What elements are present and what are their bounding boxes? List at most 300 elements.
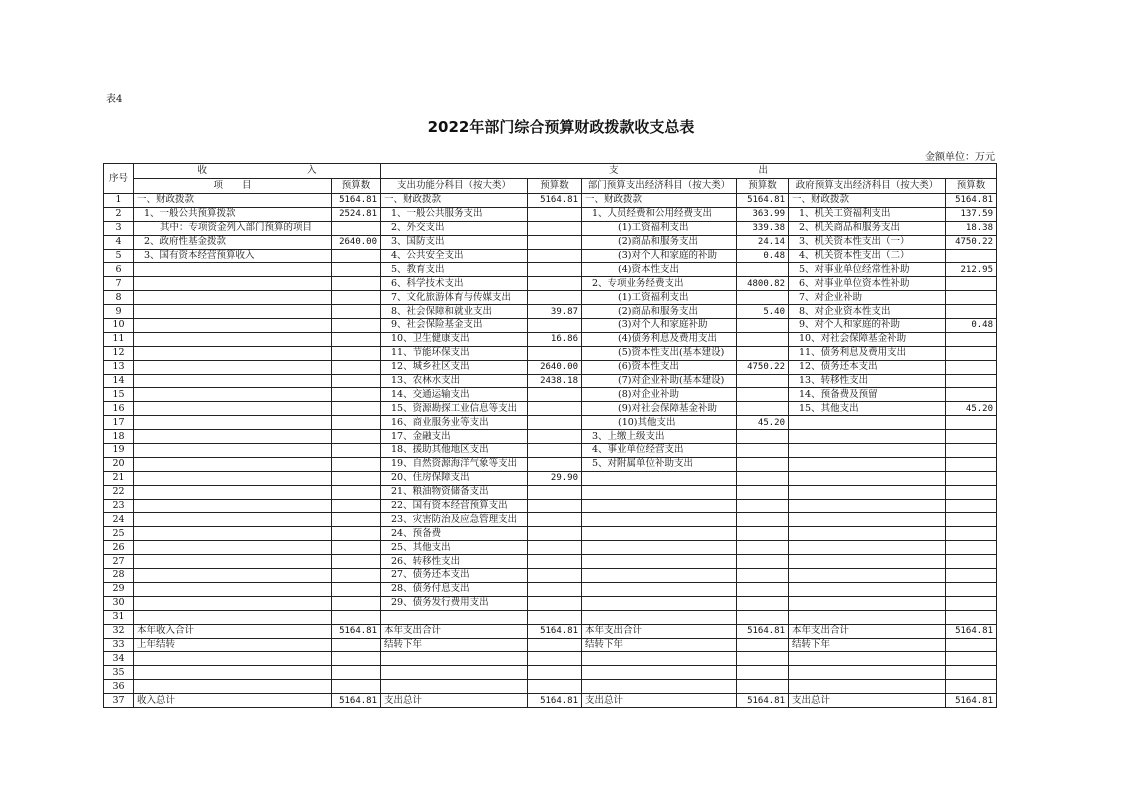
table-row <box>104 416 997 430</box>
cell-func-budget <box>528 207 582 221</box>
cell-gov-item <box>789 513 946 527</box>
cell-income-budget <box>332 319 381 333</box>
cell-dept-item: (4)债务利息及费用支出 <box>582 332 737 346</box>
table-row <box>104 346 997 360</box>
table-row <box>104 582 997 596</box>
cell-dept-budget <box>737 374 789 388</box>
cell-gov-budget <box>946 291 997 305</box>
cell-dept-budget: 4750.22 <box>737 360 789 374</box>
cell-income-item <box>134 416 332 430</box>
cell-income-budget <box>332 680 381 694</box>
cell-dept-item: (3)对个人和家庭补助 <box>582 319 737 333</box>
cell-func-budget <box>528 457 582 471</box>
cell-gov-item <box>789 666 946 680</box>
cell-gov-budget <box>946 527 997 541</box>
cell-gov-item <box>789 499 946 513</box>
table-row <box>104 221 997 235</box>
cell-dept-budget <box>737 402 789 416</box>
cell-dept-item <box>582 666 737 680</box>
cell-income-budget <box>332 346 381 360</box>
cell-func-budget <box>528 569 582 583</box>
cell-gov-item: 14、预备费及预留 <box>789 388 946 402</box>
cell-gov-budget <box>946 457 997 471</box>
cell-income-item <box>134 277 332 291</box>
cell-gov-item <box>789 541 946 555</box>
cell-gov-budget <box>946 666 997 680</box>
table-row <box>104 291 997 305</box>
cell-dept-item: (10)其他支出 <box>582 416 737 430</box>
cell-func-item: 23、灾害防治及应急管理支出 <box>381 513 528 527</box>
table-row <box>104 624 997 638</box>
cell-gov-item: 7、对企业补助 <box>789 291 946 305</box>
cell-gov-item: 11、债务利息及费用支出 <box>789 346 946 360</box>
cell-gov-budget <box>946 569 997 583</box>
cell-income-budget <box>332 305 381 319</box>
cell-income-item <box>134 485 332 499</box>
cell-income-item <box>134 666 332 680</box>
cell-gov-item <box>789 527 946 541</box>
cell-gov-budget <box>946 471 997 485</box>
cell-seq: 22 <box>104 485 134 499</box>
sheet-label: 表4 <box>106 94 123 105</box>
cell-income-item <box>134 680 332 694</box>
cell-seq: 33 <box>104 638 134 652</box>
cell-seq: 5 <box>104 249 134 263</box>
cell-dept-item: 5、对附属单位补助支出 <box>582 457 737 471</box>
cell-gov-item: 4、机关资本性支出（二） <box>789 249 946 263</box>
cell-dept-item: 支出总计 <box>582 694 737 708</box>
cell-dept-budget <box>737 666 789 680</box>
cell-income-budget <box>332 430 381 444</box>
cell-func-item: 5、教育支出 <box>381 263 528 277</box>
header-budget-func: 预算数 <box>528 179 582 194</box>
cell-dept-budget <box>737 499 789 513</box>
cell-dept-item <box>582 527 737 541</box>
cell-dept-item: (9)对社会保障基金补助 <box>582 402 737 416</box>
cell-dept-budget: 339.38 <box>737 221 789 235</box>
cell-func-budget <box>528 319 582 333</box>
cell-gov-item: 2、机关商品和服务支出 <box>789 221 946 235</box>
cell-income-budget <box>332 332 381 346</box>
cell-gov-budget: 5164.81 <box>946 194 997 208</box>
cell-func-budget <box>528 263 582 277</box>
cell-dept-item: 3、上缴上级支出 <box>582 430 737 444</box>
cell-income-item: 1、一般公共预算拨款 <box>134 207 332 221</box>
cell-income-item <box>134 652 332 666</box>
cell-func-budget <box>528 346 582 360</box>
cell-func-budget <box>528 596 582 610</box>
cell-dept-item: (2)商品和服务支出 <box>582 235 737 249</box>
cell-func-budget: 5164.81 <box>528 194 582 208</box>
cell-func-budget <box>528 680 582 694</box>
cell-gov-budget <box>946 499 997 513</box>
cell-gov-item: 6、对事业单位资本性补助 <box>789 277 946 291</box>
cell-seq: 30 <box>104 596 134 610</box>
cell-func-item <box>381 680 528 694</box>
cell-gov-budget <box>946 444 997 458</box>
header-seq: 序号 <box>104 164 134 194</box>
cell-income-budget: 5164.81 <box>332 194 381 208</box>
cell-func-budget <box>528 416 582 430</box>
cell-income-budget <box>332 555 381 569</box>
cell-gov-item: 15、其他支出 <box>789 402 946 416</box>
header-expense-group <box>381 164 997 179</box>
table-row <box>104 305 997 319</box>
cell-dept-budget <box>737 332 789 346</box>
header-income-char-2: 入 <box>307 165 317 176</box>
cell-dept-item <box>582 596 737 610</box>
cell-dept-budget <box>737 541 789 555</box>
cell-seq: 3 <box>104 221 134 235</box>
cell-func-item: 6、科学技术支出 <box>381 277 528 291</box>
cell-dept-budget <box>737 485 789 499</box>
cell-func-item: 20、住房保障支出 <box>381 471 528 485</box>
cell-seq: 36 <box>104 680 134 694</box>
cell-seq: 31 <box>104 610 134 624</box>
cell-dept-item: (1)工资福利支出 <box>582 221 737 235</box>
header-row-group <box>104 164 997 179</box>
cell-income-item <box>134 305 332 319</box>
header-row-columns <box>104 179 997 194</box>
cell-func-item: 一、财政拨款 <box>381 194 528 208</box>
cell-income-item <box>134 499 332 513</box>
table-row <box>104 499 997 513</box>
cell-income-budget <box>332 541 381 555</box>
cell-dept-budget: 5164.81 <box>737 624 789 638</box>
cell-income-item <box>134 402 332 416</box>
cell-func-budget: 5164.81 <box>528 624 582 638</box>
table-row <box>104 194 997 208</box>
cell-gov-budget <box>946 541 997 555</box>
cell-func-item: 18、援助其他地区支出 <box>381 444 528 458</box>
table-row <box>104 263 997 277</box>
cell-gov-budget: 212.95 <box>946 263 997 277</box>
cell-dept-budget <box>737 319 789 333</box>
cell-dept-item: (8)对企业补助 <box>582 388 737 402</box>
cell-dept-budget: 0.48 <box>737 249 789 263</box>
cell-seq: 9 <box>104 305 134 319</box>
cell-seq: 4 <box>104 235 134 249</box>
cell-income-budget <box>332 444 381 458</box>
cell-income-budget <box>332 513 381 527</box>
cell-seq: 28 <box>104 569 134 583</box>
cell-gov-item <box>789 596 946 610</box>
cell-gov-item: 1、机关工资福利支出 <box>789 207 946 221</box>
page-title: 2022年部门综合预算财政拨款收支总表 <box>427 118 695 136</box>
cell-gov-item: 支出总计 <box>789 694 946 708</box>
cell-gov-budget <box>946 652 997 666</box>
cell-func-item: 26、转移性支出 <box>381 555 528 569</box>
cell-income-budget <box>332 485 381 499</box>
cell-dept-budget <box>737 610 789 624</box>
table-row <box>104 235 997 249</box>
cell-income-item <box>134 569 332 583</box>
header-dept-econ: 部门预算支出经济科目（按大类） <box>582 179 737 194</box>
cell-dept-item <box>582 499 737 513</box>
cell-func-item: 19、自然资源海洋气象等支出 <box>381 457 528 471</box>
cell-dept-budget <box>737 291 789 305</box>
cell-func-budget <box>528 444 582 458</box>
header-budget-dept: 预算数 <box>737 179 789 194</box>
cell-income-budget <box>332 499 381 513</box>
table-row <box>104 694 997 708</box>
cell-func-budget: 39.87 <box>528 305 582 319</box>
cell-income-item <box>134 527 332 541</box>
cell-dept-budget: 24.14 <box>737 235 789 249</box>
cell-gov-item: 结转下年 <box>789 638 946 652</box>
cell-dept-budget <box>737 513 789 527</box>
cell-gov-item <box>789 444 946 458</box>
table-row <box>104 638 997 652</box>
cell-dept-budget <box>737 596 789 610</box>
cell-income-budget <box>332 249 381 263</box>
cell-dept-item <box>582 569 737 583</box>
cell-gov-budget <box>946 596 997 610</box>
cell-gov-item <box>789 471 946 485</box>
cell-income-item <box>134 610 332 624</box>
cell-dept-budget <box>737 638 789 652</box>
cell-dept-item <box>582 610 737 624</box>
cell-income-budget <box>332 596 381 610</box>
cell-func-budget <box>528 221 582 235</box>
cell-gov-item: 10、对社会保障基金补助 <box>789 332 946 346</box>
cell-seq: 19 <box>104 444 134 458</box>
cell-dept-budget <box>737 444 789 458</box>
cell-gov-item <box>789 457 946 471</box>
cell-income-budget <box>332 263 381 277</box>
table-row <box>104 444 997 458</box>
cell-dept-budget <box>737 680 789 694</box>
cell-gov-budget <box>946 388 997 402</box>
cell-income-budget <box>332 582 381 596</box>
cell-func-item: 1、一般公共服务支出 <box>381 207 528 221</box>
cell-gov-budget <box>946 249 997 263</box>
cell-dept-budget <box>737 263 789 277</box>
cell-dept-item: 结转下年 <box>582 638 737 652</box>
cell-seq: 6 <box>104 263 134 277</box>
cell-income-budget <box>332 527 381 541</box>
cell-dept-budget <box>737 555 789 569</box>
cell-seq: 21 <box>104 471 134 485</box>
cell-dept-budget: 5.40 <box>737 305 789 319</box>
header-income-char-1: 收 <box>197 165 207 176</box>
cell-income-budget: 2640.00 <box>332 235 381 249</box>
cell-income-item <box>134 555 332 569</box>
cell-dept-budget <box>737 527 789 541</box>
cell-func-budget <box>528 430 582 444</box>
cell-income-item <box>134 263 332 277</box>
cell-seq: 10 <box>104 319 134 333</box>
cell-func-item: 12、城乡社区支出 <box>381 360 528 374</box>
table-row <box>104 610 997 624</box>
cell-gov-budget <box>946 305 997 319</box>
cell-dept-budget <box>737 346 789 360</box>
table-row <box>104 430 997 444</box>
cell-func-item: 11、节能环保支出 <box>381 346 528 360</box>
cell-func-budget: 2640.00 <box>528 360 582 374</box>
table-row <box>104 513 997 527</box>
table-row <box>104 485 997 499</box>
cell-dept-item: (4)资本性支出 <box>582 263 737 277</box>
cell-dept-budget: 363.99 <box>737 207 789 221</box>
cell-func-budget <box>528 513 582 527</box>
cell-seq: 15 <box>104 388 134 402</box>
cell-income-item <box>134 332 332 346</box>
cell-func-budget <box>528 610 582 624</box>
cell-gov-item: 5、对事业单位经常性补助 <box>789 263 946 277</box>
header-budget-income: 预算数 <box>332 179 381 194</box>
cell-dept-item: (7)对企业补助(基本建设) <box>582 374 737 388</box>
cell-income-item: 本年收入合计 <box>134 624 332 638</box>
cell-func-item: 10、卫生健康支出 <box>381 332 528 346</box>
table-row <box>104 569 997 583</box>
cell-gov-budget <box>946 374 997 388</box>
cell-income-budget <box>332 360 381 374</box>
table-row <box>104 402 997 416</box>
header-income-group <box>134 164 381 179</box>
cell-income-budget <box>332 221 381 235</box>
cell-income-item <box>134 430 332 444</box>
cell-income-item <box>134 471 332 485</box>
cell-func-item: 15、资源勘探工业信息等支出 <box>381 402 528 416</box>
cell-func-item: 9、社会保险基金支出 <box>381 319 528 333</box>
cell-income-budget <box>332 402 381 416</box>
cell-dept-budget: 45.20 <box>737 416 789 430</box>
cell-gov-budget <box>946 610 997 624</box>
table-row <box>104 388 997 402</box>
cell-gov-budget: 45.20 <box>946 402 997 416</box>
cell-seq: 35 <box>104 666 134 680</box>
cell-func-item: 25、其他支出 <box>381 541 528 555</box>
cell-func-budget <box>528 582 582 596</box>
cell-income-budget: 5164.81 <box>332 694 381 708</box>
cell-func-budget <box>528 277 582 291</box>
table-row <box>104 360 997 374</box>
cell-func-budget <box>528 638 582 652</box>
table-row <box>104 666 997 680</box>
cell-seq: 23 <box>104 499 134 513</box>
cell-gov-budget <box>946 513 997 527</box>
cell-gov-item <box>789 652 946 666</box>
cell-gov-item <box>789 430 946 444</box>
cell-income-item <box>134 360 332 374</box>
cell-dept-budget: 4800.82 <box>737 277 789 291</box>
cell-func-budget <box>528 499 582 513</box>
cell-dept-item: 一、财政拨款 <box>582 194 737 208</box>
cell-seq: 37 <box>104 694 134 708</box>
cell-income-budget <box>332 569 381 583</box>
cell-gov-budget <box>946 430 997 444</box>
cell-dept-item: (2)商品和服务支出 <box>582 305 737 319</box>
cell-income-budget <box>332 416 381 430</box>
cell-gov-item <box>789 569 946 583</box>
cell-income-budget <box>332 374 381 388</box>
cell-gov-budget <box>946 485 997 499</box>
cell-income-budget <box>332 666 381 680</box>
cell-income-item: 其中：专项资金列入部门预算的项目 <box>134 221 332 235</box>
cell-func-item: 27、债务还本支出 <box>381 569 528 583</box>
cell-income-item <box>134 444 332 458</box>
cell-dept-budget <box>737 582 789 596</box>
cell-func-item: 本年支出合计 <box>381 624 528 638</box>
cell-dept-item <box>582 555 737 569</box>
cell-seq: 11 <box>104 332 134 346</box>
header-func-class: 支出功能分科目（按大类） <box>381 179 528 194</box>
cell-func-item: 7、文化旅游体育与传媒支出 <box>381 291 528 305</box>
cell-income-item <box>134 374 332 388</box>
table-row <box>104 471 997 485</box>
cell-dept-item: 2、专项业务经费支出 <box>582 277 737 291</box>
cell-gov-item: 9、对个人和家庭的补助 <box>789 319 946 333</box>
cell-func-item: 17、金融支出 <box>381 430 528 444</box>
cell-gov-item: 13、转移性支出 <box>789 374 946 388</box>
cell-income-budget: 5164.81 <box>332 624 381 638</box>
cell-gov-item: 3、机关资本性支出（一） <box>789 235 946 249</box>
cell-gov-budget <box>946 277 997 291</box>
cell-func-item: 3、国防支出 <box>381 235 528 249</box>
cell-gov-budget <box>946 346 997 360</box>
table-row <box>104 457 997 471</box>
cell-func-budget <box>528 402 582 416</box>
cell-gov-item: 一、财政拨款 <box>789 194 946 208</box>
cell-func-item: 14、交通运输支出 <box>381 388 528 402</box>
cell-income-budget: 2524.81 <box>332 207 381 221</box>
cell-dept-budget <box>737 569 789 583</box>
cell-income-item <box>134 291 332 305</box>
table-row <box>104 527 997 541</box>
cell-seq: 20 <box>104 457 134 471</box>
table-row <box>104 541 997 555</box>
cell-dept-budget: 5164.81 <box>737 194 789 208</box>
cell-gov-budget <box>946 582 997 596</box>
cell-gov-budget: 5164.81 <box>946 624 997 638</box>
cell-func-item: 28、债务付息支出 <box>381 582 528 596</box>
cell-func-budget <box>528 666 582 680</box>
cell-func-budget <box>528 541 582 555</box>
header-expense-char-2: 出 <box>758 165 769 176</box>
cell-dept-item <box>582 485 737 499</box>
table-row <box>104 249 997 263</box>
cell-income-budget <box>332 610 381 624</box>
cell-income-item <box>134 319 332 333</box>
cell-income-budget <box>332 277 381 291</box>
cell-dept-budget <box>737 457 789 471</box>
cell-dept-item: 4、事业单位经营支出 <box>582 444 737 458</box>
cell-dept-item: (1)工资福利支出 <box>582 291 737 305</box>
cell-func-item: 21、粮油物资储备支出 <box>381 485 528 499</box>
cell-func-budget: 16.86 <box>528 332 582 346</box>
header-budget-gov: 预算数 <box>946 179 997 194</box>
cell-income-budget <box>332 388 381 402</box>
cell-func-item: 结转下年 <box>381 638 528 652</box>
cell-gov-item <box>789 416 946 430</box>
cell-gov-item <box>789 555 946 569</box>
cell-seq: 26 <box>104 541 134 555</box>
cell-income-item: 一、财政拨款 <box>134 194 332 208</box>
cell-gov-budget <box>946 555 997 569</box>
cell-dept-item: 1、人员经费和公用经费支出 <box>582 207 737 221</box>
cell-income-item <box>134 596 332 610</box>
cell-gov-item <box>789 582 946 596</box>
cell-seq: 1 <box>104 194 134 208</box>
cell-gov-budget <box>946 680 997 694</box>
cell-dept-item: 本年支出合计 <box>582 624 737 638</box>
cell-gov-budget: 18.38 <box>946 221 997 235</box>
cell-gov-budget: 0.48 <box>946 319 997 333</box>
cell-seq: 34 <box>104 652 134 666</box>
cell-dept-budget <box>737 652 789 666</box>
cell-gov-budget <box>946 638 997 652</box>
